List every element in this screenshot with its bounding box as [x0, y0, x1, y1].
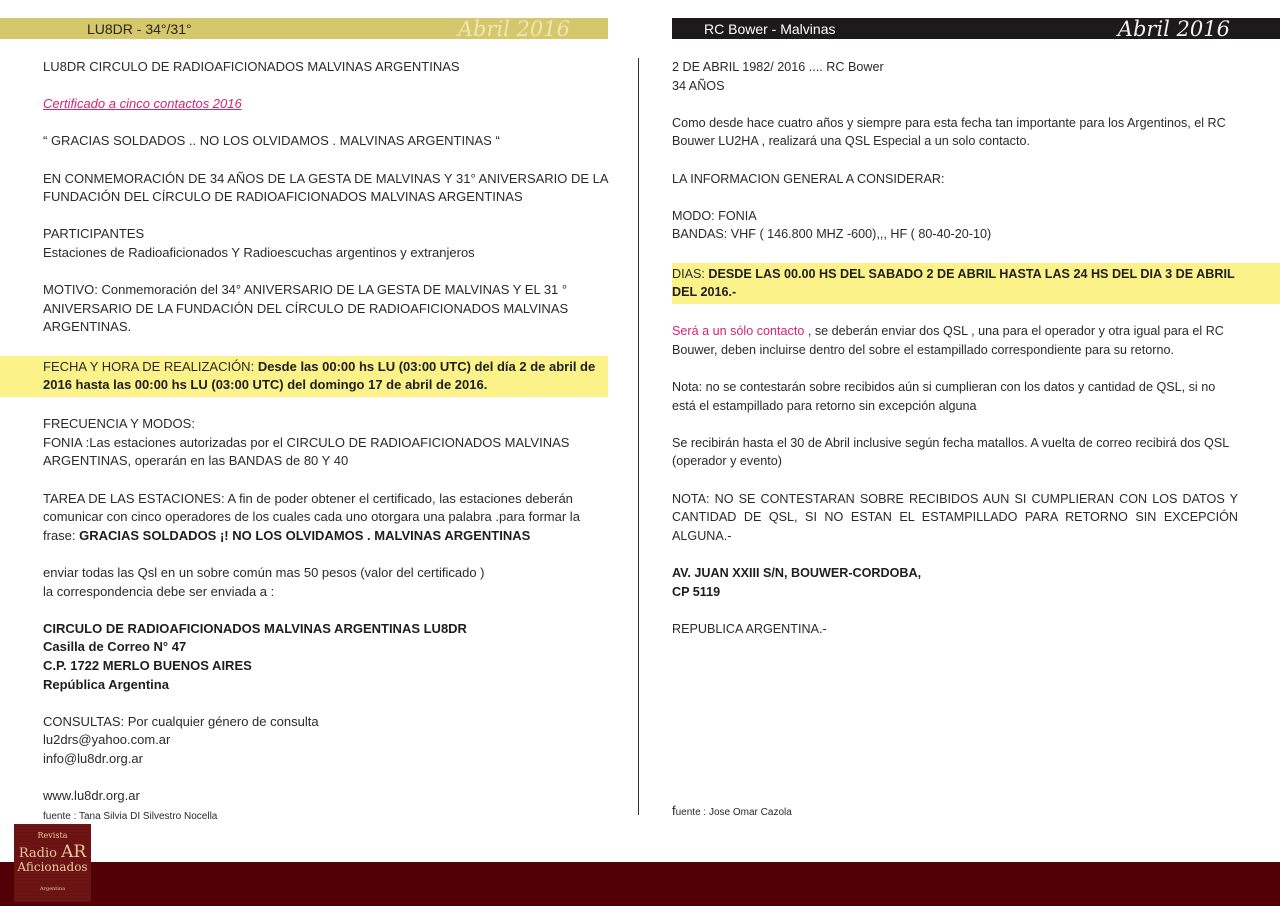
right-address	[672, 564, 1238, 601]
nota-1: Nota: no se contestarán sobre recibidos aún si cumplieran con los datos y cantidad de QSL, si no está el estampillado para retorno sin excepción alguna	[672, 380, 1216, 413]
consultas-section	[43, 713, 608, 769]
email-link-2[interactable]: info@lu8dr.org.ar	[43, 750, 143, 766]
address-line: AV. JUAN XXIII S/N, BOUWER-CORDOBA,	[672, 566, 922, 581]
left-header-title: LU8DR - 34°/31°	[87, 20, 192, 37]
participants-label: PARTICIPANTES	[43, 226, 145, 242]
address-line: República Argentina	[43, 676, 169, 692]
column-divider	[638, 58, 639, 815]
right-article	[672, 58, 1238, 657]
frecuencia-section	[43, 415, 608, 471]
footer-bar	[0, 862, 1280, 906]
nota-2: NOTA: NO SE CONTESTARAN SOBRE RECIBIDOS AUN SI CUMPLIERAN CON LOS DATOS Y CANTIDAD DE QSL, SI NO ESTAN EL ESTAMPILLADO PARA RETORNO SIN EXCEPCIÓN ALGUNA.-	[672, 491, 1238, 543]
envio-line-1: enviar todas las Qsl en un sobre común mas 50 pesos (valor del certificado )	[43, 565, 485, 581]
left-header-date: Abril 2016	[457, 16, 570, 41]
motto: “ GRACIAS SOLDADOS .. NO LOS OLVIDAMOS . MALVINAS ARGENTINAS “	[43, 133, 500, 149]
commemoration-text: EN CONMEMORACIÓN DE 34 AÑOS DE LA GESTA DE MALVINAS Y 31° ANIVERSARIO DE LA FUNDACIÓN DEL CÍRCULO DE RADIOAFICIONADOS MALVINAS ARGENTINAS	[43, 170, 608, 205]
logo-radio: Radio	[18, 846, 62, 861]
tarea-phrase: GRACIAS SOLDADOS ¡! NO LOS OLVIDAMOS . MALVINAS ARGENTINAS	[79, 527, 531, 543]
dias-value: DESDE LAS 00.00 HS DEL SABADO 2 DE ABRIL HASTA LAS 24 HS DEL DIA 3 DE ABRIL DEL 2016.-	[672, 266, 1235, 300]
address-line: CIRCULO DE RADIOAFICIONADOS MALVINAS ARGENTINAS LU8DR	[43, 620, 467, 636]
contacto-text: , se deberán enviar dos QSL , una para el operador y otra igual para el RC Bouwer, deben incluirse dentro del sobre el estampillado correspondiente para su retorno.	[672, 324, 1224, 357]
modo-bandas-section	[672, 207, 1238, 244]
right-source-credit	[672, 803, 792, 818]
right-header-date: Abril 2016	[1117, 16, 1230, 41]
source-initial: f	[672, 803, 676, 818]
fecha-label: FECHA Y HORA DE REALIZACIÓN:	[43, 358, 258, 374]
email-link-1[interactable]: lu2drs@yahoo.com.ar	[43, 732, 171, 748]
right-header-title: RC Bower - Malvinas	[704, 20, 836, 37]
mailing-address	[43, 620, 608, 694]
frecuencia-label: FRECUENCIA Y MODOS:	[43, 416, 195, 432]
left-source-credit: fuente : Tana Silvia DI Silvestro Nocella	[43, 810, 218, 822]
fecha-highlight	[0, 356, 608, 397]
years-line: 34 AÑOS	[672, 78, 725, 93]
address-line: C.P. 1722 MERLO BUENOS AIRES	[43, 658, 252, 673]
right-page-header	[672, 18, 1280, 39]
certificate-link[interactable]: Certificado a cinco contactos 2016	[43, 96, 242, 112]
consultas-text: CONSULTAS: Por cualquier género de consulta	[43, 713, 319, 729]
envio-line-2: la correspondencia debe ser enviada a :	[43, 583, 275, 599]
modo-text: MODO: FONIA	[672, 208, 757, 223]
address-line: CP 5119	[672, 584, 721, 599]
fecha-value: Desde las 00:00 hs LU (03:00 UTC) del día 2 de abril de 2016 hasta las 00:00 hs LU (03:00 UTC) del domingo 17 de abril de 2016.	[43, 358, 596, 393]
country-text: REPUBLICA ARGENTINA.-	[672, 621, 827, 636]
participants-section	[43, 225, 608, 262]
address-line: Casilla de Correo N° 47	[43, 639, 187, 655]
dias-highlight	[672, 263, 1280, 304]
contacto-highlight: Será a un sólo contacto	[672, 324, 805, 339]
frecuencia-text: FONIA :Las estaciones autorizadas por el CIRCULO DE RADIOAFICIONADOS MALVINAS ARGENTINAS, operarán en las BANDAS de 80 Y 40	[43, 434, 570, 469]
magazine-logo	[14, 824, 91, 902]
logo-revista: Revista	[37, 831, 68, 840]
dias-label: DIAS:	[672, 266, 709, 281]
logo-radio-line	[14, 842, 91, 862]
bandas-text: BANDAS: VHF ( 146.800 MHZ -600),,, HF ( 80-40-20-10)	[672, 227, 992, 242]
contacto-section	[672, 322, 1238, 359]
website-link[interactable]: www.lu8dr.org.ar	[43, 788, 140, 804]
tarea-text: TAREA DE LAS ESTACIONES: A fin de poder obtener el certificado, las estaciones deberán comunicar con cinco operadores de los cuales cada uno otorgara una palabra .para formar la frase:	[43, 490, 580, 543]
website-section	[43, 787, 608, 824]
motivo-text: MOTIVO: Conmemoración del 34° ANIVERSARIO DE LA GESTA DE MALVINAS Y EL 31 ° ANIVERSARIO DE LA FUNDACIÓN DEL CÍRCULO DE RADIOAFICIONADOS MALVINAS ARGENTINAS.	[43, 282, 569, 335]
logo-country: Argentina	[39, 886, 66, 892]
intro-text: Como desde hace cuatro años y siempre para esta fecha tan importante para los Argentinos, el RC Bouwer LU2HA , realizará una QSL Especial a un solo contacto.	[672, 115, 1226, 149]
source-text: uente : Jose Omar Cazola	[675, 807, 792, 818]
logo-aficionados: Aficionados	[17, 860, 88, 874]
date-section	[672, 58, 1238, 95]
tarea-section	[43, 490, 608, 546]
envio-section	[43, 564, 608, 601]
left-article	[43, 58, 608, 824]
date-line: 2 DE ABRIL 1982/ 2016 .... RC Bower	[672, 60, 884, 74]
left-page-header	[0, 18, 608, 39]
recibiran-text: Se recibirán hasta el 30 de Abril inclusive según fecha matallos. A vuelta de correo recibirá dos QSL (operador y evento)	[672, 435, 1229, 469]
logo-ar: AR	[61, 842, 87, 862]
left-article-title: LU8DR CIRCULO DE RADIOAFICIONADOS MALVINAS ARGENTINAS	[43, 59, 460, 74]
info-header: LA INFORMACION GENERAL A CONSIDERAR:	[672, 171, 945, 186]
participants-text: Estaciones de Radioaficionados Y Radioescuchas argentinos y extranjeros	[43, 244, 475, 260]
